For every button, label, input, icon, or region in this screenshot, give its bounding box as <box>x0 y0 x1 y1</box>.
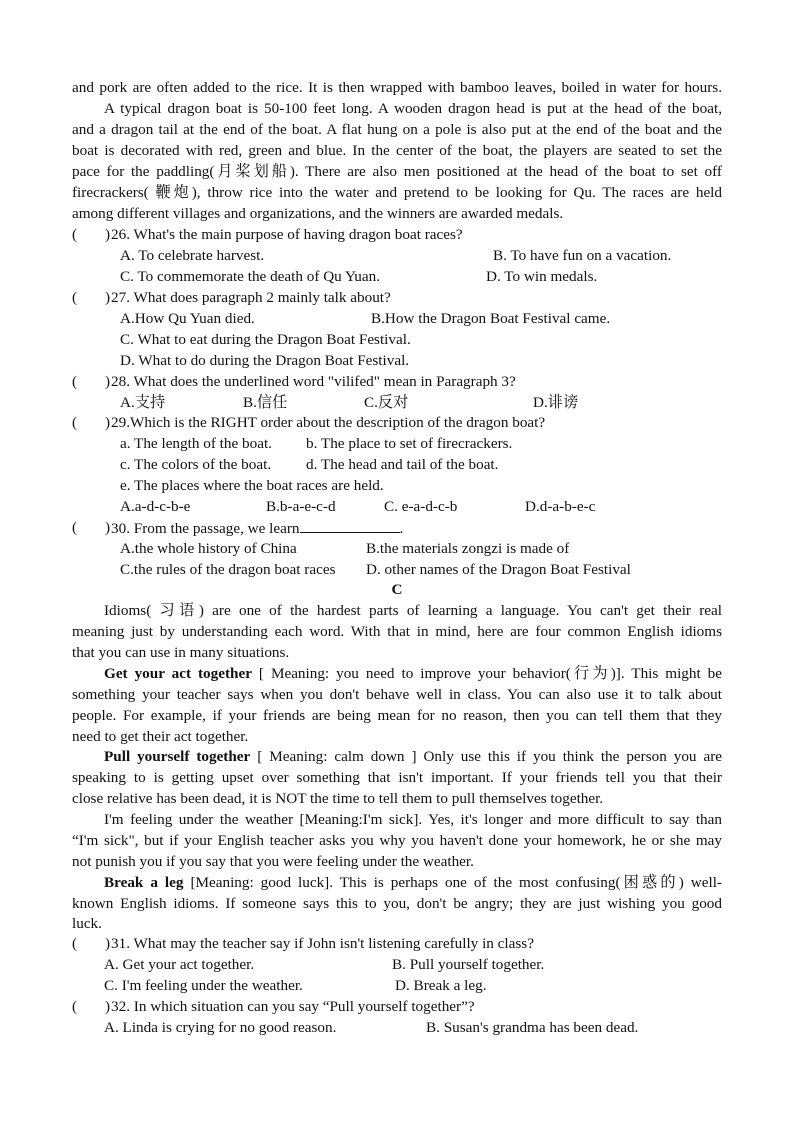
answer-paren-open: ( <box>72 226 78 243</box>
answer-paren-close: ) <box>105 226 111 243</box>
idiom-title: Pull yourself together <box>104 748 251 765</box>
answer-paren-close: ) <box>105 935 111 952</box>
option-d: D. Break a leg. <box>395 977 487 994</box>
option-b: B.the materials zongzi is made of <box>366 540 570 557</box>
option-a: A.How Qu Yuan died. <box>120 310 255 327</box>
option-a: A.a-d-c-b-e <box>120 498 191 515</box>
order-item-e: e. The places where the boat races are held. <box>120 477 384 494</box>
idiom-title: Get your act together <box>104 665 252 682</box>
idiom-title: Break a leg <box>104 874 184 891</box>
option-c: C.反对 <box>364 394 409 411</box>
answer-paren-open: ( <box>72 519 78 536</box>
option-a: A.the whole history of China <box>120 540 297 557</box>
passage-line: “I'm sick", but if your English teacher asks you why you haven't done your homework, he or she may <box>72 832 722 849</box>
option-d: D. What to do during the Dragon Boat Festival. <box>120 352 410 369</box>
passage-paragraph-first-line: A typical dragon boat is 50-100 feet long. A wooden dragon head is put at the head of the boat, <box>104 100 722 117</box>
idiom-meaning: [ Meaning: you need to improve your behavior(行为)]. This might be <box>251 665 722 682</box>
option-a: A.支持 <box>120 394 166 411</box>
option-b: B.How the Dragon Boat Festival came. <box>371 310 611 327</box>
question-stem: 32. In which situation can you say “Pull yourself together”? <box>111 998 475 1015</box>
answer-blank <box>300 518 400 533</box>
idiom-paragraph-first-line <box>104 664 722 685</box>
answer-paren-open: ( <box>72 373 78 390</box>
option-c: C. I'm feeling under the weather. <box>104 977 303 994</box>
answer-paren-close: ) <box>105 519 111 536</box>
passage-line: something your teacher says when you don't behave well in class. You can also use it to talk about <box>72 686 722 703</box>
idiom-paragraph-first-line: I'm feeling under the weather [Meaning:I'm sick]. Yes, it's longer and more difficult to say than <box>104 811 722 828</box>
passage-line: speaking to is getting upset over something that isn't important. If your friends tell you that their <box>72 769 722 786</box>
question-stem: 27. What does paragraph 2 mainly talk about? <box>111 289 391 306</box>
idiom-meaning: [Meaning: good luck]. This is perhaps one of the most confusing(困惑的) well- <box>183 874 722 891</box>
passage-line: need to get their act together. <box>72 728 249 745</box>
option-b: B.信任 <box>243 394 288 411</box>
option-b: B. Pull yourself together. <box>392 956 545 973</box>
passage-line: and pork are often added to the rice. It is then wrapped with bamboo leaves, boiled in water for hours. <box>72 79 722 96</box>
answer-paren-close: ) <box>105 289 111 306</box>
answer-paren-close: ) <box>105 998 111 1015</box>
answer-paren-close: ) <box>105 414 111 431</box>
order-item-d: d. The head and tail of the boat. <box>306 456 499 473</box>
option-b: B. Susan's grandma has been dead. <box>426 1019 639 1036</box>
order-item-c: c. The colors of the boat. <box>120 456 272 473</box>
option-d: D.诽谤 <box>533 394 579 411</box>
option-c: C.the rules of the dragon boat races <box>120 561 336 578</box>
option-b: B.b-a-e-c-d <box>266 498 336 515</box>
passage-line: not punish you if you say that you were feeling under the weather. <box>72 853 474 870</box>
passage-line: pace for the paddling(月桨划船). There are also men positioned at the head of the boat to set off <box>72 163 722 180</box>
idiom-paragraph-first-line <box>104 873 722 894</box>
question-stem: 26. What's the main purpose of having dragon boat races? <box>111 226 463 243</box>
passage-line: boat is decorated with red, green and blue. In the center of the boat, the players are seated to set the <box>72 142 722 159</box>
option-c: C. e-a-d-c-b <box>384 498 458 515</box>
passage-line: among different villages and organizations, and the winners are awarded medals. <box>72 205 564 222</box>
option-a: A. To celebrate harvest. <box>120 247 265 264</box>
passage-line: known English idioms. If someone says this to you, don't be angry; they are just wishing you good <box>72 895 722 912</box>
question-stem: 31. What may the teacher say if John isn't listening carefully in class? <box>111 935 534 952</box>
option-d: D. other names of the Dragon Boat Festival <box>366 561 631 578</box>
answer-paren-open: ( <box>72 289 78 306</box>
option-b: B. To have fun on a vacation. <box>493 247 672 264</box>
option-a: A. Get your act together. <box>104 956 255 973</box>
passage-line: firecrackers( 鞭炮), throw rice into the water and pretend to be looking for Qu. The races are held <box>72 184 722 201</box>
question-stem-text: 30. From the passage, we learn <box>111 520 300 537</box>
answer-paren-close: ) <box>105 373 111 390</box>
option-a: A. Linda is crying for no good reason. <box>104 1019 337 1036</box>
passage-line: meaning just by understanding each word. With that in mind, here are four common English idioms <box>72 623 722 640</box>
question-stem-end: . <box>399 520 404 537</box>
idiom-meaning: [ Meaning: calm down ] Only use this if you think the person you are <box>250 748 722 765</box>
passage-line: and a dragon tail at the end of the boat. A flat hung on a pole is also put at the end of the boat and the <box>72 121 722 138</box>
passage-paragraph-first-line: Idioms( 习语) are one of the hardest parts of learning a language. You can't get their real <box>104 602 722 619</box>
option-d: D.d-a-b-e-c <box>525 498 596 515</box>
passage-line: people. For example, if your friends are being mean for no reason, then you can tell them that they <box>72 707 722 724</box>
answer-paren-open: ( <box>72 998 78 1015</box>
passage-line: luck. <box>72 915 102 932</box>
question-stem <box>111 518 403 539</box>
answer-paren-open: ( <box>72 935 78 952</box>
order-item-a: a. The length of the boat. <box>120 435 272 452</box>
passage-line: that you can use in many situations. <box>72 644 290 661</box>
answer-paren-open: ( <box>72 414 78 431</box>
option-c: C. What to eat during the Dragon Boat Festival. <box>120 331 411 348</box>
question-stem: 28. What does the underlined word "vilifed" mean in Paragraph 3? <box>111 373 516 390</box>
option-d: D. To win medals. <box>486 268 598 285</box>
question-stem: 29.Which is the RIGHT order about the description of the dragon boat? <box>111 414 546 431</box>
passage-line: close relative has been dead, it is NOT the time to tell them to pull themselves together. <box>72 790 604 807</box>
idiom-paragraph-first-line <box>104 747 722 768</box>
section-heading: C <box>391 581 403 598</box>
order-item-b: b. The place to set of firecrackers. <box>306 435 513 452</box>
option-c: C. To commemorate the death of Qu Yuan. <box>120 268 381 285</box>
